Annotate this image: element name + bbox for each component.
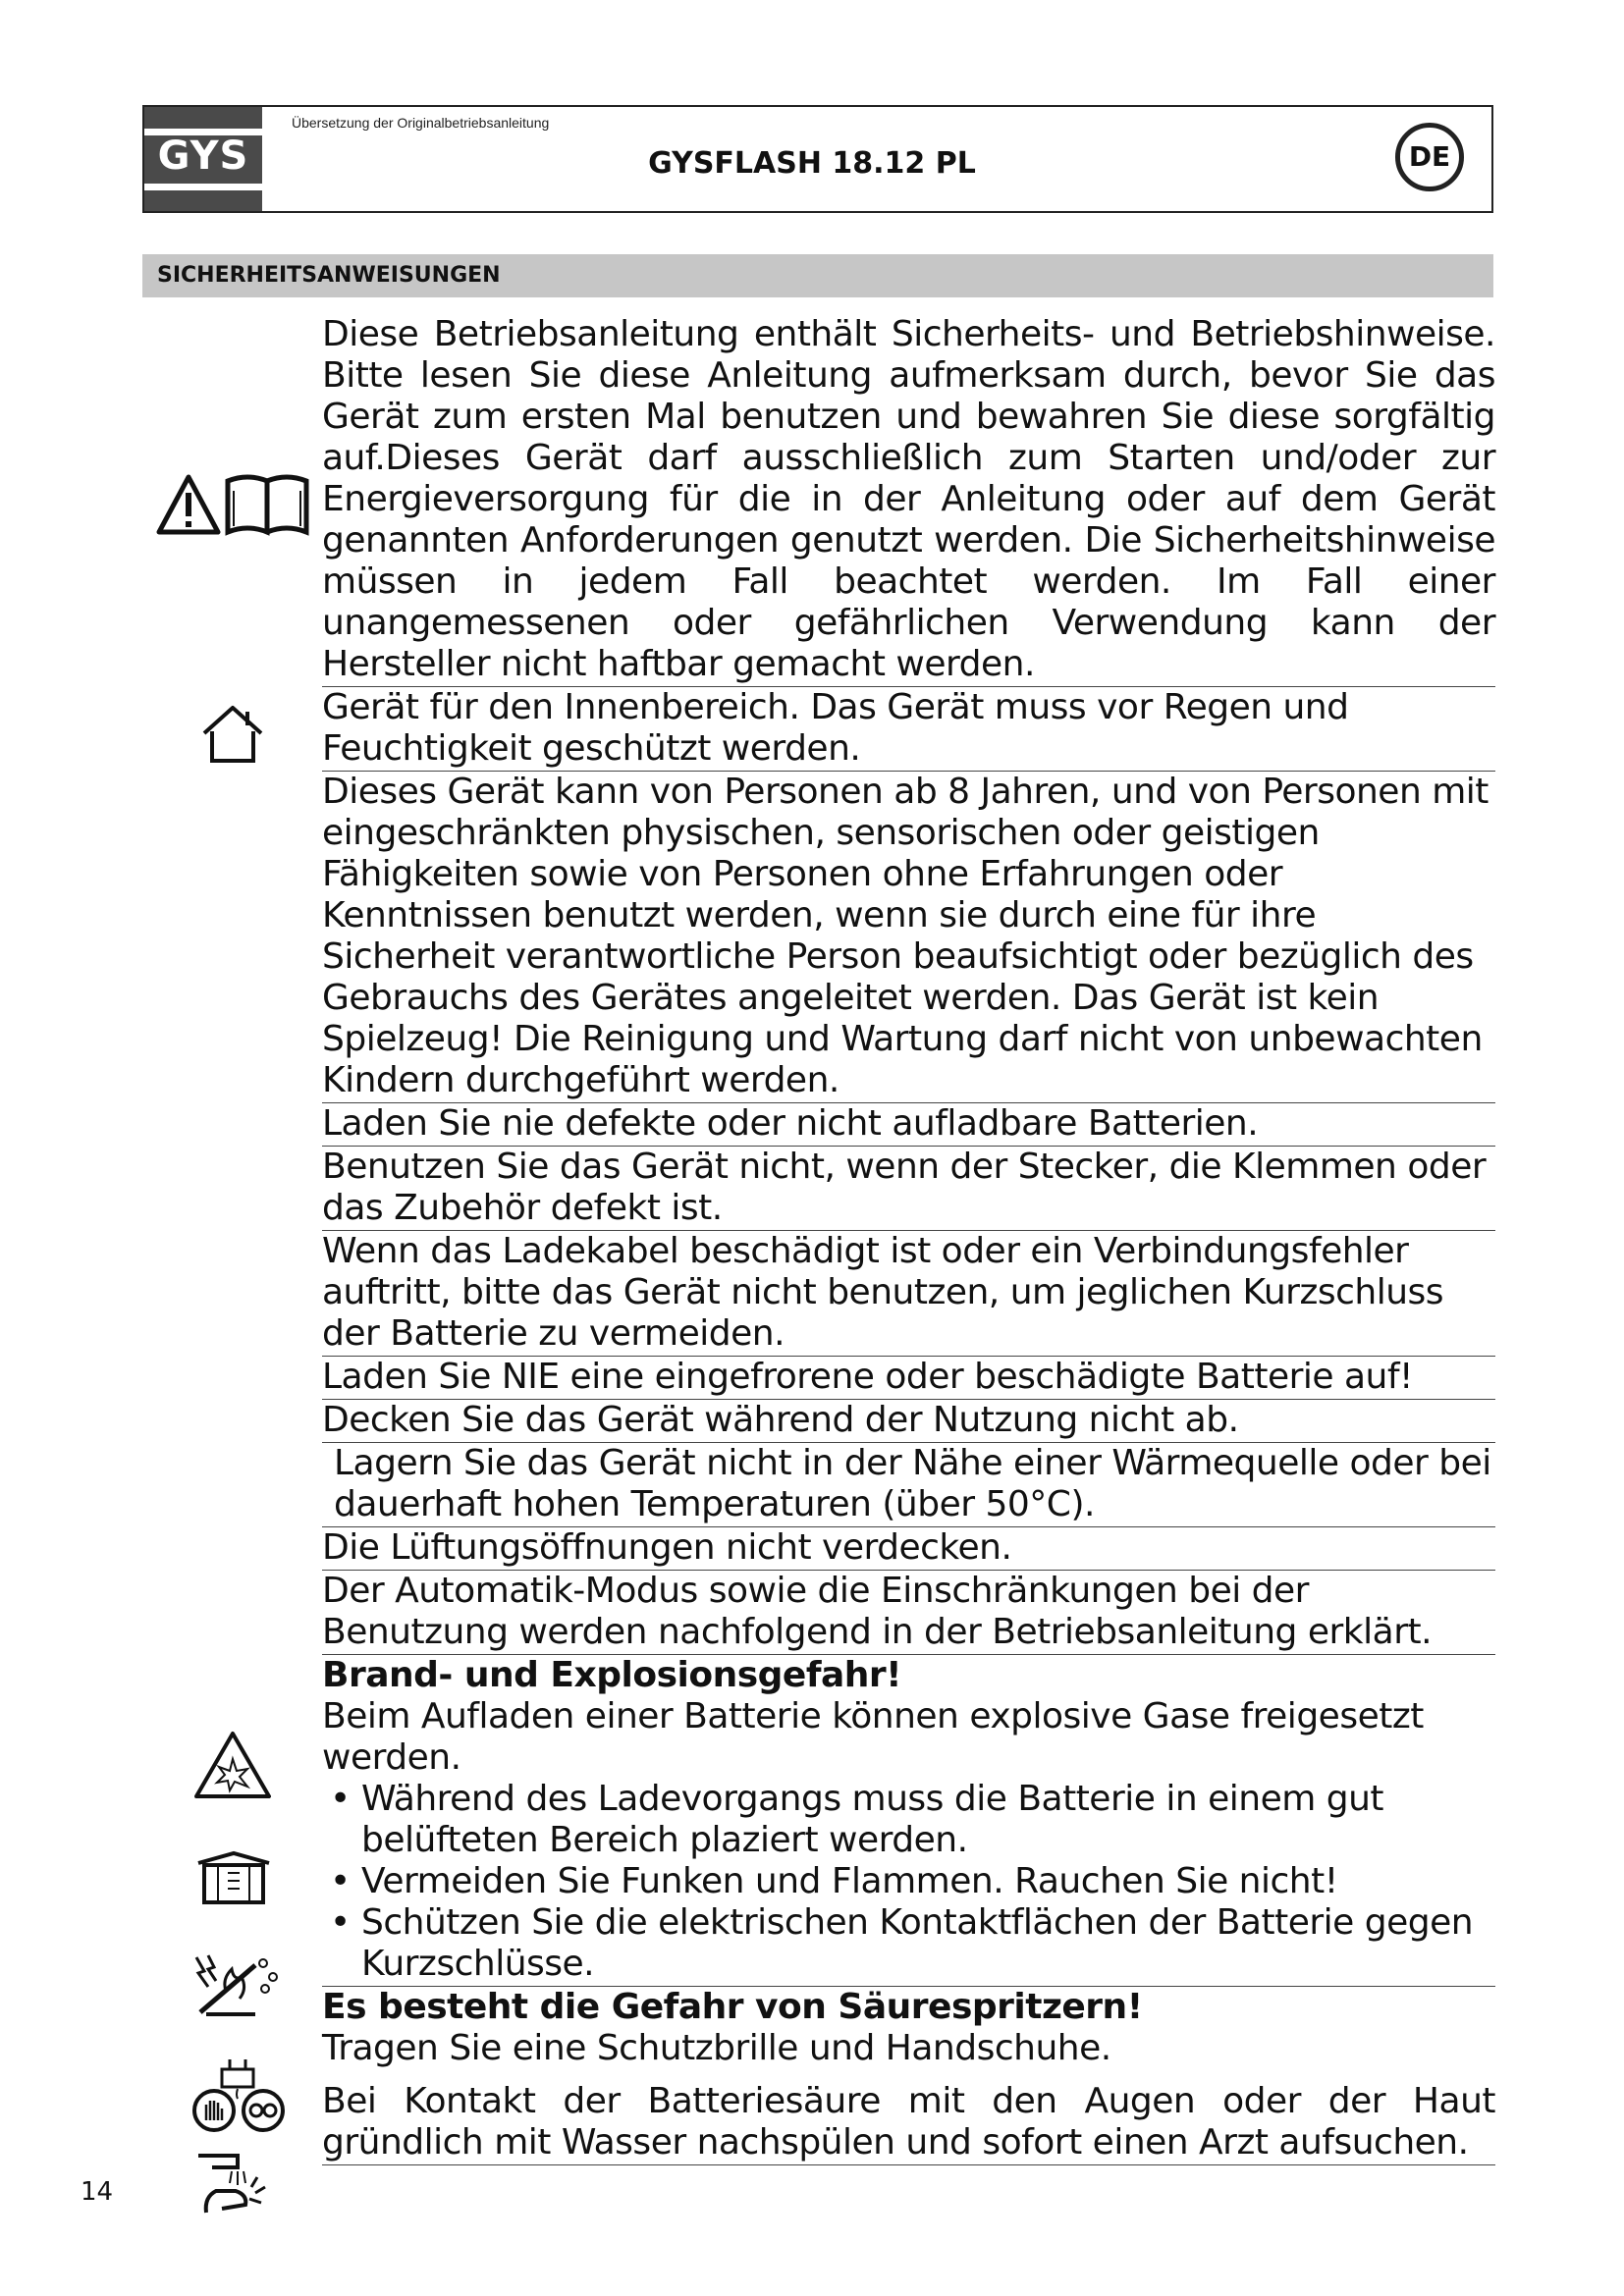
vents-text: Die Lüftungsöffnungen nicht verdecken. (322, 1527, 1012, 1568)
warning-read-manual-icon (155, 471, 312, 540)
plug-defect-text: Benutzen Sie das Gerät nicht, wenn der Stecker, die Klemmen oder das Zubehör defekt ist. (322, 1147, 1487, 1228)
header-subtitle: Übersetzung der Originalbetriebsanleitung (292, 115, 550, 131)
indoor-house-icon (198, 702, 267, 767)
fire-bullet: • Schützen Sie die elektrischen Kontaktflächen der Batterie gegen Kurzschlüsse. (322, 1902, 1495, 1985)
language-badge: DE (1395, 123, 1464, 191)
fire-heading: Brand- und Explosionsgefahr! (322, 1655, 902, 1695)
safety-item-auto-mode (322, 1571, 1495, 1655)
frozen-text: Laden Sie NIE eine eingefrorene oder beschädigte Batterie auf! (322, 1357, 1413, 1397)
protective-gear-icon (192, 2056, 287, 2134)
no-sparks-flames-icon (187, 1951, 281, 2020)
persons-text: Dieses Gerät kann von Personen ab 8 Jahren, und von Personen mit eingeschränkten physischen, sensorischen oder geistigen Fähigkeiten sowie von Personen ohne Erfahrungen oder Kenntnissen benutzt werden, wenn sie durch eine für ihre Sicherheit verantwortliche Person beaufsichtigt oder bezüglich des Gebrauchs des Gerätes angeleitet werden. Das Gerät ist kein Spielzeug! Die Reinigung und Wartung darf nicht von unbewachten Kindern durchgeführt werden. (322, 772, 1489, 1100)
fire-bullet: • Während des Ladevorgangs muss die Batterie in einem gut belüfteten Bereich plaziert werden. (322, 1779, 1495, 1861)
safety-item-frozen (322, 1357, 1495, 1400)
ventilated-area-icon (194, 1849, 273, 1906)
gys-logo (144, 107, 262, 211)
intro-text: Diese Betriebsanleitung enthält Sicherheits- und Betriebshinweise. Bitte lesen Sie diese Anleitung aufmerksam durch, bevor Sie das Gerät zum ersten Mal benutzen und bewahren Sie diese sorgfältig auf.Dieses Gerät darf ausschließlich zum Starten und/oder zur Energieversorgung für die in der Anleitung oder auf dem Gerät genannten Anforderungen genutzt werden. Die Sicherheitshinweise müssen in jedem Fall beachtet werden. Im Fall einer unangemessenen oder gefährlichen Verwendung kann der Hersteller nicht haftbar gemacht werden. (322, 314, 1495, 684)
indoor-text: Gerät für den Innenbereich. Das Gerät muss vor Regen und Feuchtigkeit geschützt werden. (322, 687, 1349, 769)
cover-text: Decken Sie das Gerät während der Nutzung nicht ab. (322, 1400, 1239, 1440)
document-title: GYSFLASH 18.12 PL (648, 146, 976, 181)
acid-contact-text: Bei Kontakt der Batteriesäure mit den Augen oder der Haut gründlich mit Wasser nachspülen und sofort einen Arzt aufsuchen. (322, 2081, 1495, 2163)
safety-item-heat (322, 1443, 1495, 1527)
heat-text: Lagern Sie das Gerät nicht in der Nähe einer Wärmequelle oder bei dauerhaft hohen Temperaturen (über 50°C). (334, 1443, 1491, 1524)
section-title-bar (142, 254, 1493, 297)
acid-heading: Es besteht die Gefahr von Säurespritzern! (322, 1987, 1143, 2027)
fire-text: Beim Aufladen einer Batterie können explosive Gase freigesetzt werden. (322, 1696, 1424, 1778)
auto-mode-text: Der Automatik-Modus sowie die Einschränkungen bei der Benutzung werden nachfolgend in der Betriebsanleitung erklärt. (322, 1571, 1433, 1652)
safety-item-vents (322, 1527, 1495, 1571)
no-defect-batteries-text: Laden Sie nie defekte oder nicht aufladbare Batterien. (322, 1103, 1259, 1144)
safety-item-persons (322, 772, 1495, 1103)
safety-item-fire (322, 1655, 1495, 1987)
cable-damaged-text: Wenn das Ladekabel beschädigt ist oder ein Verbindungsfehler auftritt, bitte das Gerät nicht benutzen, um jeglichen Kurzschluss der Batterie zu vermeiden. (322, 1231, 1444, 1354)
safety-item-cable-damaged (322, 1231, 1495, 1357)
explosion-warning-icon (192, 1730, 273, 1800)
section-title: SICHERHEITSANWEISUNGEN (157, 263, 501, 288)
document-header (142, 105, 1493, 213)
safety-instructions (322, 314, 1495, 2165)
logo-text: GYS (157, 133, 249, 179)
fire-bullet: • Vermeiden Sie Funken und Flammen. Rauchen Sie nicht! (322, 1861, 1495, 1902)
acid-text: Tragen Sie eine Schutzbrille und Handschuhe. (322, 2028, 1111, 2068)
safety-item-intro (322, 314, 1495, 687)
safety-item-no-defect-batteries (322, 1103, 1495, 1147)
rinse-water-icon (192, 2148, 271, 2218)
page-number: 14 (81, 2177, 114, 2207)
safety-item-cover (322, 1400, 1495, 1443)
safety-item-indoor (322, 687, 1495, 772)
safety-item-acid (322, 1987, 1495, 2165)
safety-item-plug-defect (322, 1147, 1495, 1231)
fire-bullet-list (322, 1779, 1495, 1985)
